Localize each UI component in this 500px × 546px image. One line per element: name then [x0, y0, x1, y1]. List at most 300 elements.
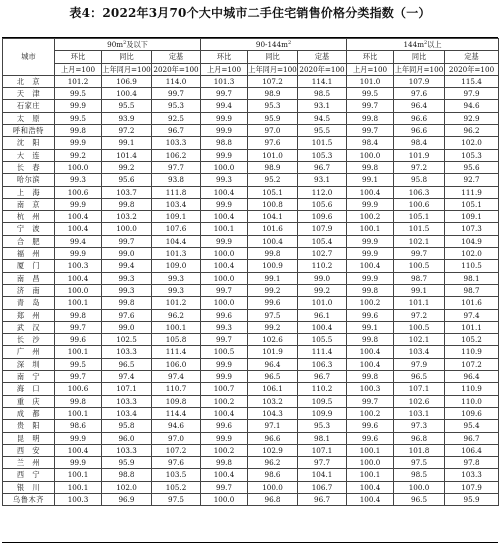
index-value-cell: 97.2 [394, 161, 445, 173]
index-value-cell: 99.1 [347, 174, 394, 186]
index-value-cell: 105.3 [445, 149, 499, 161]
index-value-cell: 95.6 [445, 161, 499, 173]
index-value-cell: 99.7 [55, 321, 102, 333]
index-value-cell: 99.8 [347, 161, 394, 173]
index-value-cell: 100.4 [248, 235, 298, 247]
index-value-cell: 99.9 [55, 457, 102, 469]
city-cell: 南 昌 [3, 272, 55, 284]
index-value-cell: 105.2 [152, 481, 201, 493]
table-row [3, 125, 499, 137]
index-value-cell: 107.2 [248, 75, 298, 87]
index-value-cell: 107.6 [152, 223, 201, 235]
index-value-cell: 94.5 [298, 112, 347, 124]
index-value-cell: 101.3 [201, 75, 248, 87]
index-value-cell: 100.1 [55, 481, 102, 493]
index-value-cell: 109.6 [298, 211, 347, 223]
index-value-cell: 99.4 [201, 100, 248, 112]
index-value-cell: 101.0 [347, 75, 394, 87]
table-row [3, 469, 499, 481]
index-value-cell: 100.0 [347, 149, 394, 161]
index-value-cell: 100.9 [248, 260, 298, 272]
index-value-cell: 103.3 [102, 346, 152, 358]
index-value-cell: 109.0 [152, 260, 201, 272]
index-value-cell: 95.8 [102, 420, 152, 432]
city-cell: 北 京 [3, 75, 55, 87]
index-value-cell: 93.8 [152, 174, 201, 186]
index-value-cell: 102.0 [445, 137, 499, 149]
table-row [3, 493, 499, 505]
index-value-cell: 100.1 [55, 346, 102, 358]
index-value-cell: 101.1 [445, 321, 499, 333]
index-value-cell: 101.5 [298, 137, 347, 149]
index-value-cell: 100.2 [347, 211, 394, 223]
sub-header-mom: 环比 [201, 51, 248, 63]
index-value-cell: 100.2 [201, 395, 248, 407]
index-value-cell: 99.4 [102, 260, 152, 272]
sub-header-mom: 环比 [347, 51, 394, 63]
index-value-cell: 102.5 [102, 334, 152, 346]
sub-header-base: 定基 [152, 51, 201, 63]
index-value-cell: 100.1 [347, 223, 394, 235]
index-value-cell: 101.9 [248, 346, 298, 358]
table-row [3, 297, 499, 309]
index-value-cell: 98.8 [201, 137, 248, 149]
index-value-cell: 107.1 [102, 383, 152, 395]
index-value-cell: 95.3 [152, 100, 201, 112]
index-value-cell: 106.1 [248, 383, 298, 395]
base-header-2020: 2020年=100 [153, 64, 199, 74]
index-value-cell: 97.4 [102, 371, 152, 383]
city-cell: 长 春 [3, 161, 55, 173]
index-value-cell: 97.1 [248, 420, 298, 432]
index-value-cell: 107.9 [394, 75, 445, 87]
index-value-cell: 102.1 [394, 235, 445, 247]
index-value-cell: 99.5 [347, 88, 394, 100]
table-row [3, 174, 499, 186]
index-value-cell: 99.9 [201, 198, 248, 210]
index-value-cell: 99.3 [102, 272, 152, 284]
index-value-cell: 99.9 [55, 137, 102, 149]
index-value-cell: 99.9 [201, 125, 248, 137]
index-value-cell: 99.9 [55, 248, 102, 260]
index-value-cell: 97.0 [248, 125, 298, 137]
index-value-cell: 97.6 [394, 88, 445, 100]
index-value-cell: 100.5 [394, 321, 445, 333]
index-value-cell: 99.3 [102, 284, 152, 296]
index-value-cell: 99.2 [248, 284, 298, 296]
index-value-cell: 100.6 [394, 198, 445, 210]
price-index-table [2, 38, 499, 506]
index-value-cell: 99.7 [201, 88, 248, 100]
index-value-cell: 105.1 [445, 198, 499, 210]
index-value-cell: 100.2 [347, 407, 394, 419]
index-value-cell: 100.0 [394, 481, 445, 493]
index-value-cell: 103.5 [152, 469, 201, 481]
index-value-cell: 97.5 [152, 493, 201, 505]
index-value-cell: 96.5 [394, 493, 445, 505]
index-value-cell: 99.8 [55, 125, 102, 137]
index-value-cell: 99.9 [201, 112, 248, 124]
index-value-cell: 107.2 [445, 358, 499, 370]
index-value-cell: 100.0 [55, 284, 102, 296]
index-value-cell: 100.3 [55, 260, 102, 272]
index-value-cell: 93.9 [102, 112, 152, 124]
table-row [3, 75, 499, 87]
index-value-cell: 96.4 [248, 358, 298, 370]
index-value-cell: 95.5 [102, 100, 152, 112]
city-cell: 石家庄 [3, 100, 55, 112]
index-value-cell: 100.4 [201, 211, 248, 223]
index-value-cell: 100.3 [347, 383, 394, 395]
table-row [3, 371, 499, 383]
index-value-cell: 96.1 [298, 309, 347, 321]
index-value-cell: 100.1 [55, 469, 102, 481]
index-value-cell: 99.9 [347, 235, 394, 247]
index-value-cell: 101.1 [394, 297, 445, 309]
index-value-cell: 99.5 [55, 88, 102, 100]
index-value-cell: 97.4 [152, 371, 201, 383]
index-value-cell: 97.7 [298, 457, 347, 469]
table-row [3, 284, 499, 296]
index-value-cell: 92.5 [152, 112, 201, 124]
index-value-cell: 99.8 [55, 309, 102, 321]
index-value-cell: 99.2 [102, 161, 152, 173]
index-value-cell: 99.7 [394, 248, 445, 260]
index-value-cell: 99.0 [298, 272, 347, 284]
sub-header-mom: 环比 [55, 51, 102, 63]
base-header-last-year: 上年同月=100 [248, 64, 297, 74]
index-value-cell: 103.3 [152, 137, 201, 149]
index-value-cell: 100.0 [347, 457, 394, 469]
city-cell: 南 宁 [3, 371, 55, 383]
index-value-cell: 101.0 [248, 149, 298, 161]
table-body [3, 75, 499, 505]
index-value-cell: 97.6 [152, 457, 201, 469]
table-row [3, 407, 499, 419]
index-value-cell: 100.4 [201, 469, 248, 481]
index-value-cell: 92.7 [445, 174, 499, 186]
city-cell: 贵 阳 [3, 420, 55, 432]
index-value-cell: 100.1 [347, 444, 394, 456]
index-value-cell: 109.9 [298, 407, 347, 419]
index-value-cell: 104.3 [248, 407, 298, 419]
index-value-cell: 100.4 [55, 272, 102, 284]
city-cell: 西 安 [3, 444, 55, 456]
index-value-cell: 110.0 [445, 395, 499, 407]
index-value-cell: 98.1 [298, 432, 347, 444]
index-value-cell: 99.6 [55, 334, 102, 346]
index-value-cell: 95.2 [248, 174, 298, 186]
bottom-rule [2, 542, 498, 543]
index-value-cell: 97.2 [394, 309, 445, 321]
table-row [3, 346, 499, 358]
index-value-cell: 99.1 [248, 272, 298, 284]
index-value-cell: 103.2 [102, 211, 152, 223]
city-cell: 郑 州 [3, 309, 55, 321]
index-value-cell: 98.1 [445, 272, 499, 284]
index-value-cell: 97.4 [445, 309, 499, 321]
base-header-last-year: 上年同月=100 [102, 64, 151, 74]
index-value-cell: 102.6 [248, 334, 298, 346]
index-value-cell: 99.9 [55, 100, 102, 112]
index-value-cell: 109.5 [298, 395, 347, 407]
index-value-cell: 107.3 [445, 223, 499, 235]
index-value-cell: 96.2 [248, 457, 298, 469]
index-value-cell: 95.3 [248, 100, 298, 112]
index-value-cell: 99.8 [248, 248, 298, 260]
index-value-cell: 99.6 [347, 309, 394, 321]
index-value-cell: 96.2 [152, 309, 201, 321]
city-cell: 深 圳 [3, 358, 55, 370]
index-value-cell: 99.6 [248, 297, 298, 309]
city-cell: 长 沙 [3, 334, 55, 346]
city-cell: 广 州 [3, 346, 55, 358]
index-value-cell: 105.4 [298, 235, 347, 247]
index-value-cell: 99.7 [347, 100, 394, 112]
table-header [3, 39, 499, 76]
index-value-cell: 98.4 [347, 137, 394, 149]
index-value-cell: 100.1 [55, 407, 102, 419]
table-row [3, 112, 499, 124]
group-header-medium: $90-144m^2$ [201, 39, 347, 51]
index-value-cell: 106.3 [298, 358, 347, 370]
index-value-cell: 109.1 [445, 211, 499, 223]
index-value-cell: 101.6 [248, 223, 298, 235]
index-value-cell: 99.8 [347, 334, 394, 346]
index-value-cell: 92.9 [445, 112, 499, 124]
index-value-cell: 101.2 [152, 297, 201, 309]
index-value-cell: 99.9 [347, 198, 394, 210]
index-value-cell: 109.6 [445, 407, 499, 419]
index-value-cell: 109.1 [152, 211, 201, 223]
index-value-cell: 98.5 [298, 88, 347, 100]
index-value-cell: 99.1 [347, 321, 394, 333]
city-cell: 南 京 [3, 198, 55, 210]
index-value-cell: 100.3 [55, 493, 102, 505]
index-value-cell: 107.9 [298, 223, 347, 235]
city-cell: 银 川 [3, 481, 55, 493]
index-value-cell: 100.6 [55, 383, 102, 395]
index-value-cell: 99.5 [55, 112, 102, 124]
index-value-cell: 99.9 [201, 432, 248, 444]
index-value-cell: 102.9 [248, 444, 298, 456]
index-value-cell: 96.6 [394, 112, 445, 124]
table-row [3, 481, 499, 493]
index-value-cell: 107.1 [394, 383, 445, 395]
index-value-cell: 97.3 [394, 420, 445, 432]
index-value-cell: 106.9 [102, 75, 152, 87]
index-value-cell: 100.4 [298, 321, 347, 333]
city-cell: 上 海 [3, 186, 55, 198]
index-value-cell: 99.3 [201, 174, 248, 186]
index-value-cell: 94.6 [445, 100, 499, 112]
index-value-cell: 96.6 [248, 432, 298, 444]
index-value-cell: 111.8 [152, 186, 201, 198]
index-value-cell: 98.5 [394, 469, 445, 481]
index-value-cell: 103.3 [102, 444, 152, 456]
table-row [3, 100, 499, 112]
index-value-cell: 99.7 [347, 125, 394, 137]
index-value-cell: 106.3 [394, 186, 445, 198]
city-cell: 哈尔滨 [3, 174, 55, 186]
index-value-cell: 98.8 [102, 469, 152, 481]
index-value-cell: 101.0 [298, 297, 347, 309]
city-cell: 厦 门 [3, 260, 55, 272]
index-value-cell: 99.6 [201, 420, 248, 432]
table-row [3, 149, 499, 161]
index-value-cell: 100.4 [347, 260, 394, 272]
index-value-cell: 99.7 [201, 334, 248, 346]
city-cell: 福 州 [3, 248, 55, 260]
index-value-cell: 98.6 [248, 469, 298, 481]
sub-header-yoy: 同比 [102, 51, 152, 63]
index-value-cell: 100.0 [201, 272, 248, 284]
sub-header-base: 定基 [445, 51, 499, 63]
index-value-cell: 103.2 [248, 395, 298, 407]
index-value-cell: 97.5 [248, 309, 298, 321]
city-cell: 成 都 [3, 407, 55, 419]
index-value-cell: 100.4 [201, 186, 248, 198]
index-value-cell: 109.8 [152, 395, 201, 407]
index-value-cell: 96.7 [298, 371, 347, 383]
city-cell: 海 口 [3, 383, 55, 395]
table-row [3, 137, 499, 149]
index-value-cell: 105.6 [298, 198, 347, 210]
city-cell: 合 肥 [3, 235, 55, 247]
index-value-cell: 100.0 [201, 297, 248, 309]
table-row [3, 334, 499, 346]
index-value-cell: 107.2 [152, 444, 201, 456]
index-value-cell: 100.1 [201, 223, 248, 235]
index-value-cell: 99.9 [201, 235, 248, 247]
index-value-cell: 105.8 [152, 334, 201, 346]
index-value-cell: 100.4 [347, 358, 394, 370]
table-row [3, 186, 499, 198]
index-value-cell: 96.5 [394, 371, 445, 383]
index-value-cell: 99.3 [201, 321, 248, 333]
index-value-cell: 97.8 [445, 457, 499, 469]
index-value-cell: 111.9 [445, 186, 499, 198]
index-value-cell: 101.6 [445, 297, 499, 309]
index-value-cell: 100.4 [347, 186, 394, 198]
index-value-cell: 97.7 [152, 161, 201, 173]
index-value-cell: 101.9 [394, 149, 445, 161]
index-value-cell: 104.4 [152, 235, 201, 247]
index-value-cell: 103.4 [102, 407, 152, 419]
index-value-cell: 100.5 [201, 346, 248, 358]
index-value-cell: 99.0 [102, 321, 152, 333]
index-value-cell: 100.0 [55, 161, 102, 173]
index-value-cell: 95.6 [102, 174, 152, 186]
index-value-cell: 98.6 [55, 420, 102, 432]
city-cell: 兰 州 [3, 457, 55, 469]
index-value-cell: 101.8 [394, 444, 445, 456]
index-value-cell: 110.2 [298, 383, 347, 395]
index-value-cell: 103.7 [102, 186, 152, 198]
index-value-cell: 100.4 [347, 481, 394, 493]
index-value-cell: 99.9 [347, 272, 394, 284]
index-value-cell: 100.4 [347, 346, 394, 358]
index-value-cell: 99.2 [55, 149, 102, 161]
index-value-cell: 99.3 [152, 284, 201, 296]
table-row [3, 432, 499, 444]
index-value-cell: 114.0 [152, 75, 201, 87]
index-value-cell: 99.7 [347, 395, 394, 407]
city-cell: 济 南 [3, 284, 55, 296]
index-value-cell: 103.4 [152, 198, 201, 210]
index-value-cell: 99.8 [347, 112, 394, 124]
table-row [3, 223, 499, 235]
index-value-cell: 93.1 [298, 174, 347, 186]
index-value-cell: 101.3 [152, 248, 201, 260]
index-value-cell: 104.9 [445, 235, 499, 247]
index-value-cell: 98.9 [248, 88, 298, 100]
table-row [3, 309, 499, 321]
index-value-cell: 97.2 [102, 125, 152, 137]
index-value-cell: 100.4 [201, 260, 248, 272]
index-value-cell: 105.1 [394, 211, 445, 223]
index-value-cell: 102.1 [394, 334, 445, 346]
city-cell: 西 宁 [3, 469, 55, 481]
index-value-cell: 100.6 [55, 186, 102, 198]
index-value-cell: 100.4 [55, 211, 102, 223]
index-value-cell: 99.3 [152, 272, 201, 284]
index-value-cell: 96.5 [102, 358, 152, 370]
city-cell: 呼和浩特 [3, 125, 55, 137]
index-value-cell: 100.4 [55, 223, 102, 235]
index-value-cell: 99.8 [347, 371, 394, 383]
index-value-cell: 95.5 [298, 125, 347, 137]
index-value-cell: 114.4 [152, 407, 201, 419]
index-value-cell: 102.0 [102, 481, 152, 493]
index-value-cell: 100.8 [248, 198, 298, 210]
index-value-cell: 103.4 [394, 346, 445, 358]
index-value-cell: 98.7 [394, 272, 445, 284]
table-row [3, 248, 499, 260]
base-header-last-month: 上月=100 [201, 63, 248, 75]
index-value-cell: 99.1 [102, 137, 152, 149]
index-value-cell: 110.5 [445, 260, 499, 272]
table-row [3, 198, 499, 210]
city-cell: 宁 波 [3, 223, 55, 235]
index-value-cell: 99.8 [55, 395, 102, 407]
city-cell: 杭 州 [3, 211, 55, 223]
index-value-cell: 99.8 [347, 284, 394, 296]
table-row [3, 321, 499, 333]
index-value-cell: 99.2 [298, 284, 347, 296]
index-value-cell: 97.9 [445, 88, 499, 100]
base-header-2020: 2020年=100 [299, 64, 345, 74]
index-value-cell: 98.9 [248, 161, 298, 173]
index-value-cell: 106.0 [152, 358, 201, 370]
index-value-cell: 100.5 [394, 260, 445, 272]
index-value-cell: 97.5 [394, 457, 445, 469]
index-value-cell: 99.9 [55, 432, 102, 444]
city-cell: 昆 明 [3, 432, 55, 444]
index-value-cell: 106.2 [152, 149, 201, 161]
index-value-cell: 93.1 [298, 100, 347, 112]
index-value-cell: 107.1 [298, 444, 347, 456]
index-value-cell: 102.7 [298, 248, 347, 260]
city-cell: 青 岛 [3, 297, 55, 309]
index-value-cell: 99.6 [347, 420, 394, 432]
index-value-cell: 99.7 [102, 235, 152, 247]
index-value-cell: 111.4 [298, 346, 347, 358]
index-value-cell: 103.3 [102, 395, 152, 407]
index-value-cell: 99.8 [102, 297, 152, 309]
table-row [3, 457, 499, 469]
index-value-cell: 99.8 [102, 198, 152, 210]
